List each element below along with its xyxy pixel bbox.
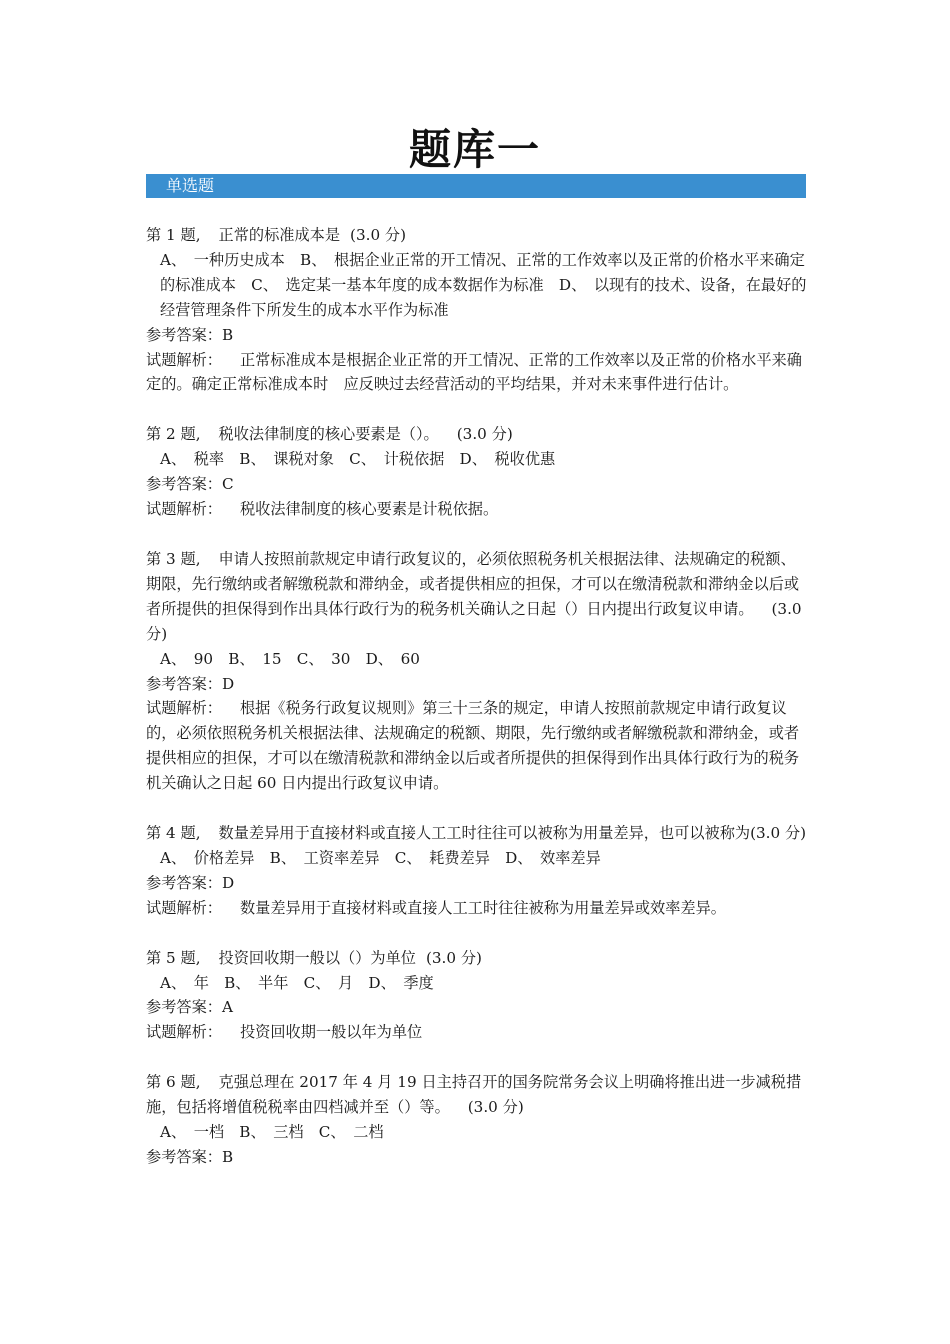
question-options: A、 税率 B、 课税对象 C、 计税依据 D、 税收优惠 <box>160 450 556 469</box>
explanation-text: 正常标准成本是根据企业正常的开工情况、正常的工作效率以及正常的价格水平来确定的。确定正常标准成本时 应反映过去经营活动的平均结果，并对未来事件进行估计。 <box>146 350 802 394</box>
explanation-line <box>146 348 810 398</box>
question-3 <box>146 547 810 796</box>
answer-label: 参考答案： <box>146 674 222 693</box>
question-score: (3.0 分) <box>456 425 513 444</box>
explanation-line <box>146 896 810 921</box>
question-score: (3.0 分) <box>425 948 482 967</box>
explanation-label: 试题解析： <box>146 500 222 519</box>
question-number: 第 1 题, <box>146 226 201 244</box>
question-score: (3.0 分) <box>750 824 807 843</box>
answer-value: C <box>221 475 234 494</box>
answer-label: 参考答案： <box>146 873 222 892</box>
question-number: 第 4 题, <box>146 824 201 843</box>
explanation-line <box>146 497 810 522</box>
answer-line <box>146 323 810 348</box>
question-6 <box>146 1070 810 1170</box>
explanation-label: 试题解析： <box>146 898 222 917</box>
question-options: A、 90 B、 15 C、 30 D、 60 <box>160 649 420 668</box>
question-score: (3.0 分) <box>146 599 802 643</box>
question-stem <box>146 422 810 447</box>
question-stem <box>146 223 810 248</box>
answer-label: 参考答案： <box>146 1148 222 1166</box>
question-text: 数量差异用于直接材料或直接人工工时往往可以被称为用量差异，也可以被称为 <box>218 824 751 843</box>
question-text: 投资回收期一般以（）为单位 <box>218 948 416 967</box>
question-number: 第 6 题, <box>146 1073 201 1092</box>
question-number: 第 5 题, <box>146 948 201 967</box>
question-options: A、 一种历史成本 B、 根据企业正常的开工情况、正常的工作效率以及正常的价格水平来确定的标准成本 C、 选定某一基本年度的成本数据作为标准 D、 以现有的技术、设备，在最好的经营管理条件下所发生的成本水平作为标准 <box>160 250 807 319</box>
answer-value: B <box>221 325 234 344</box>
question-list <box>146 223 810 1195</box>
explanation-label: 试题解析： <box>146 699 222 718</box>
explanation-line <box>146 696 810 796</box>
question-number: 第 2 题, <box>146 425 201 444</box>
answer-label: 参考答案： <box>146 998 222 1017</box>
answer-value: B <box>221 1148 234 1166</box>
explanation-text: 税收法律制度的核心要素是计税依据。 <box>239 500 499 519</box>
section-title: 单选题 <box>166 176 215 195</box>
explanation-label: 试题解析： <box>146 350 222 369</box>
answer-line <box>146 472 810 497</box>
explanation-label: 试题解析： <box>146 1023 222 1042</box>
question-score: (3.0 分) <box>467 1098 524 1117</box>
question-stem <box>146 821 810 846</box>
question-1 <box>146 223 810 397</box>
answer-line <box>146 672 810 697</box>
question-stem <box>146 1070 810 1120</box>
explanation-text: 数量差异用于直接材料或直接人工工时往往被称为用量差异或效率差异。 <box>239 898 726 917</box>
section-header-bar <box>146 174 806 198</box>
question-text: 申请人按照前款规定申请行政复议的，必须依照税务机关根据法律、法规确定的税额、期限，先行缴纳或者解缴税款和滞纳金，或者提供相应的担保，才可以在缴清税款和滞纳金以后或者所提供的担保得到作出具体行政行为的税务机关确认之日起（）日内提出行政复议申请。 <box>146 549 800 618</box>
question-2 <box>146 422 810 522</box>
explanation-text: 投资回收期一般以年为单位 <box>239 1023 423 1042</box>
question-5 <box>146 946 810 1046</box>
question-text: 税收法律制度的核心要素是（）。 <box>218 425 439 444</box>
question-score: (3.0 分) <box>350 226 407 244</box>
question-options: A、 一档 B、 三档 C、 二档 <box>160 1123 384 1142</box>
answer-line <box>146 1145 810 1170</box>
answer-line <box>146 995 810 1020</box>
question-options: A、 年 B、 半年 C、 月 D、 季度 <box>160 973 434 992</box>
question-stem <box>146 946 810 971</box>
answer-label: 参考答案： <box>146 325 222 344</box>
answer-value: D <box>221 873 235 892</box>
question-options: A、 价格差异 B、 工资率差异 C、 耗费差异 D、 效率差异 <box>160 848 601 867</box>
explanation-line <box>146 1020 810 1045</box>
document-title: 题库一 <box>408 125 541 174</box>
question-4 <box>146 821 810 921</box>
question-text: 正常的标准成本是 <box>218 226 341 244</box>
answer-value: A <box>221 998 233 1017</box>
question-text: 克强总理在 2017 年 4 月 19 日主持召开的国务院常务会议上明确将推出进一步减税措施，包括将增值税税率由四档减并至（）等。 <box>146 1073 802 1117</box>
question-number: 第 3 题, <box>146 549 201 568</box>
answer-label: 参考答案： <box>146 475 222 494</box>
explanation-text: 根据《税务行政复议规则》第三十三条的规定，申请人按照前款规定申请行政复议的，必须依照税务机关根据法律、法规确定的税额、期限，先行缴纳或者解缴税款和滞纳金，或者提供相应的担保，才可以在缴清税款和滞纳金以后或者所提供的担保得到作出具体行政行为的税务机关确认之日起 60 日内提出行政复议申请。 <box>146 699 800 793</box>
answer-value: D <box>221 674 235 693</box>
answer-line <box>146 871 810 896</box>
question-stem <box>146 547 810 647</box>
